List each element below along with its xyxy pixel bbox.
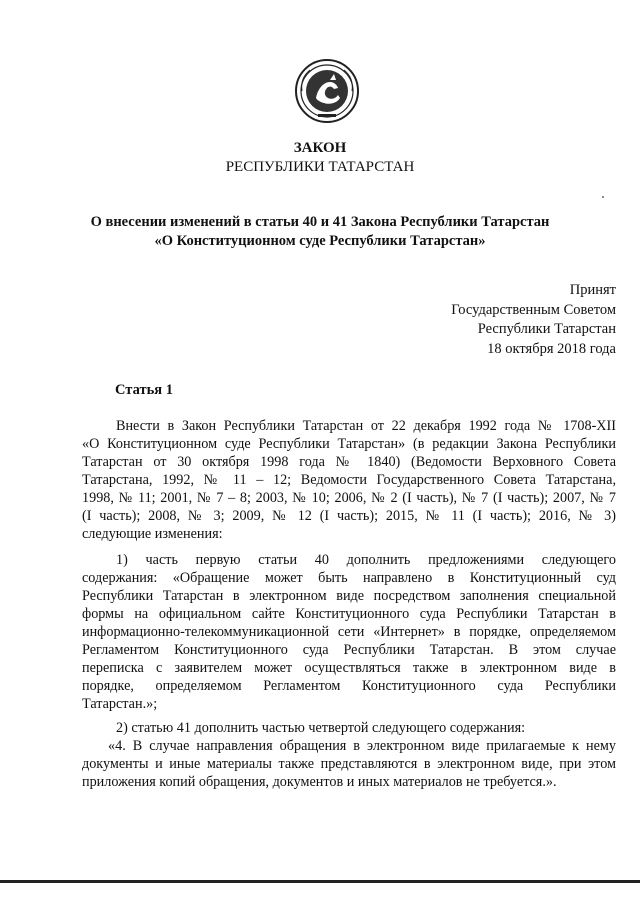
law-heading: ЗАКОН — [293, 140, 347, 156]
adoption-line: Республики Татарстан — [477, 321, 616, 337]
quote-line: документы и иные материалы также представляются в электронном виде, при этом — [82, 756, 616, 772]
tatarstan-emblem-icon — [294, 58, 360, 124]
quote-line: «4. В случае направления обращения в электронном виде прилагаемые к нему — [108, 738, 616, 754]
article-intro-paragraph — [82, 417, 616, 543]
text-line: формы на официальном сайте Конституционного суда Республики Татарстан в — [82, 606, 616, 622]
text-line: информационно-телекоммуникационной сети «Интернет» в порядке, определяемом — [82, 624, 616, 640]
article-title: Статья 1 — [115, 382, 173, 398]
text-line: следующие изменения: — [82, 526, 223, 542]
scan-bottom-edge — [0, 880, 640, 883]
law-subtitle-line2: «О Конституционном суде Республики Татарстан» — [154, 233, 486, 249]
republic-heading: РЕСПУБЛИКИ ТАТАРСТАН — [225, 159, 415, 175]
text-line: «О Конституционном суде Республики Татарстан» (в редакции Закона Республики — [82, 436, 616, 452]
text-line: Республики Татарстан в электронном виде посредством заполнения специальной — [82, 588, 616, 604]
text-line: Татарстана, 1992, № 11 – 12; Ведомости Государственного Совета Татарстана, — [82, 472, 616, 488]
text-line: (I часть); 2008, № 3; 2009, № 12 (I часть); 2015, № 11 (I часть); 2016, № 3) — [82, 508, 616, 524]
text-line: Татарстан от 30 октября 1998 года № 1840) (Ведомости Верховного Совета — [82, 454, 616, 470]
quote-line: приложения копий обращения, документов и иных материалов не требуется.». — [82, 774, 557, 790]
text-line: содержания: «Обращение может быть направлено в Конституционный суд — [82, 570, 616, 586]
adoption-line: Принят — [569, 282, 616, 298]
text-line: Регламентом Конституционного суда Республики Татарстан. В этом случае — [82, 642, 616, 658]
text-line: 1) часть первую статьи 40 дополнить предложениями следующего — [116, 552, 616, 568]
text-line: 2) статью 41 дополнить частью четвертой следующего содержания: — [116, 720, 526, 736]
text-line: переписка с заявителем может осуществляться также в электронном виде в — [82, 660, 616, 676]
text-line: порядке, определяемом Регламентом Конституционного суда Республики — [82, 678, 616, 694]
text-line: 1998, № 11; 2001, № 7 – 8; 2003, № 10; 2006, № 2 (I часть), № 7 (I часть); 2007, № 7 — [82, 490, 616, 506]
scan-speck — [602, 196, 604, 198]
amendment-item-1 — [82, 551, 616, 713]
text-line: Татарстан.»; — [82, 696, 158, 712]
law-subtitle-line1: О внесении изменений в статьи 40 и 41 Закона Республики Татарстан — [90, 214, 550, 230]
text-line: Внести в Закон Республики Татарстан от 22 декабря 1992 года № 1708-XII — [116, 418, 616, 434]
amendment-item-2 — [82, 719, 616, 791]
adoption-block — [451, 281, 616, 359]
adoption-date: 18 октября 2018 года — [487, 340, 616, 357]
adoption-line: Государственным Советом — [451, 301, 616, 318]
